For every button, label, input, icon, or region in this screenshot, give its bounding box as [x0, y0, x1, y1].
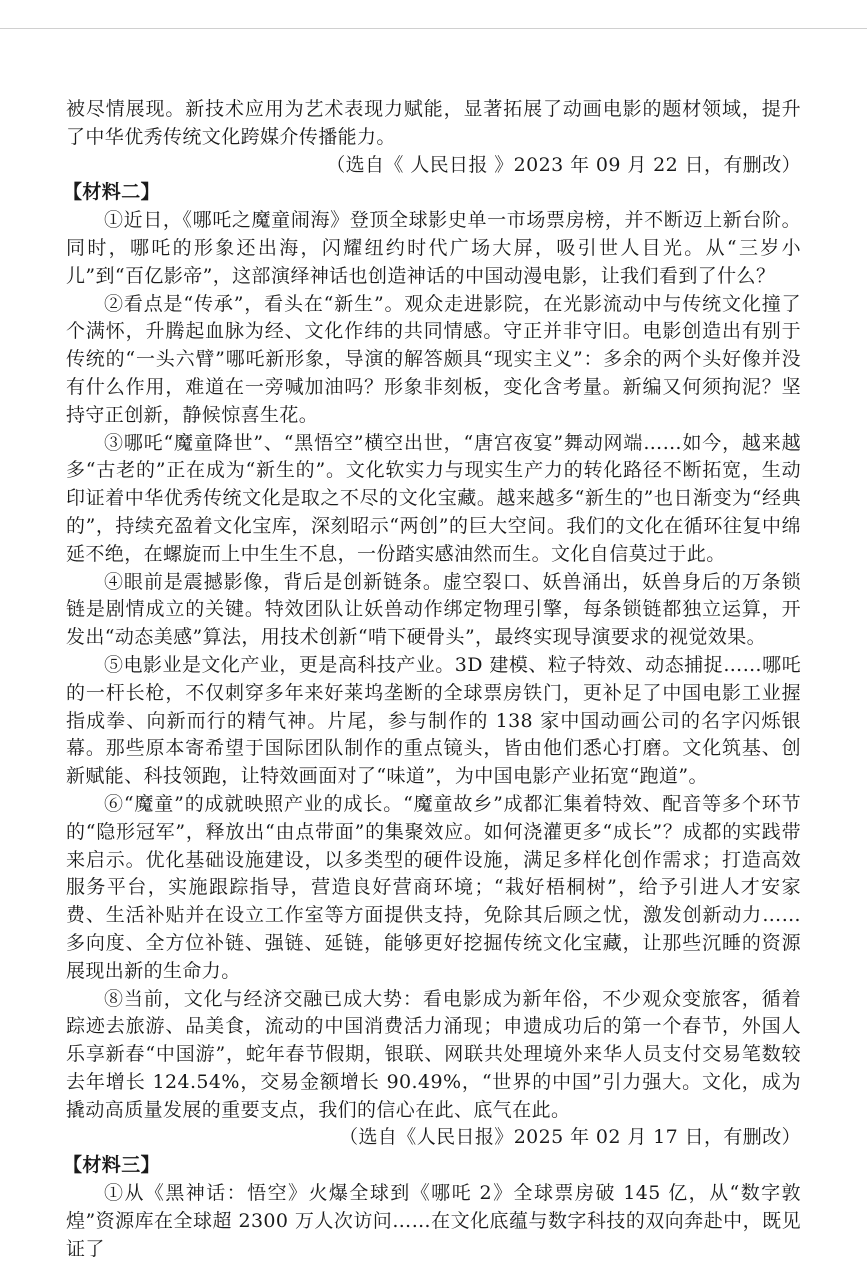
source-citation-1: （选自《 人民日报 》2023 年 09 月 22 日，有删改） — [326, 153, 801, 176]
document-page — [63, 96, 801, 1263]
material-3-heading: 【材料三】 — [63, 1154, 161, 1177]
material-2-heading: 【材料二】 — [63, 181, 161, 204]
source-citation-2: （选自《人民日报》2025 年 02 月 17 日，有删改） — [339, 1126, 801, 1149]
paragraph-2-4: ④眼前是震撼影像，背后是创新链条。虚空裂口、妖兽涌出，妖兽身后的万条锁链是剧情成立的关键。特效团队让妖兽动作绑定物理引擎，每条锁链都独立运算，开发出“动态美感”算法，用技术创新“啃下硬骨头”，最终实现导演要求的视觉效果。 — [66, 570, 801, 649]
paragraph-2-8: ⑧当前，文化与经济交融已成大势：看电影成为新年俗，不少观众变旅客，循着踪迹去旅游、品美食，流动的中国消费活力涌现；申遗成功后的第一个春节，外国人乐享新春“中国游”，蛇年春节假期，银联、网联共处理境外来华人员支付交易笔数较去年增长 124.54%，交易金额增长 90.49%，“世界的中国”引力强大。文化，成为撬动高质量发展的重要支点，我们的信心在此、底气在此。 — [66, 987, 801, 1121]
page-top-edge — [0, 28, 867, 29]
paragraph-2-1: ①近日，《哪吒之魔童闹海》登顶全球影史单一市场票房榜，并不断迈上新台阶。同时，哪吒的形象还出海，闪耀纽约时代广场大屏，吸引世人目光。从“三岁小儿”到“百亿影帝”，这部演绎神话也创造神话的中国动漫电影，让我们看到了什么？ — [66, 209, 801, 287]
continued-paragraph: 被尽情展现。新技术应用为艺术表现力赋能，显著拓展了动画电影的题材领域，提升了中华优秀传统文化跨媒介传播能力。 — [66, 98, 801, 148]
paragraph-2-2: ②看点是“传承”，看头在“新生”。观众走进影院，在光影流动中与传统文化撞了个满怀，升腾起血脉为经、文化作纬的共同情感。守正并非守旧。电影创造出有别于传统的“一头六臂”哪吒新形象，导演的解答颇具“现实主义”：多余的两个头好像并没有什么作用，难道在一旁喊加油吗？形象非刻板，变化含考量。新编又何须拘泥？坚持守正创新，静候惊喜生花。 — [66, 292, 801, 426]
paragraph-2-5: ⑤电影业是文化产业，更是高科技产业。3D 建模、粒子特效、动态捕捉……哪吒的一杆长枪，不仅刺穿多年来好莱坞垄断的全球票房铁门，更补足了中国电影工业握指成拳、向新而行的精气神。片尾，参与制作的 138 家中国动画公司的名字闪烁银幕。那些原本寄希望于国际团队制作的重点镜头，皆由他们悉心打磨。文化筑基、创新赋能、科技领跑，让特效画面对了“味道”，为中国电影产业拓宽“跑道”。 — [66, 653, 801, 788]
paragraph-2-3: ③哪吒“魔童降世”、“黑悟空”横空出世，“唐宫夜宴”舞动网端……如今，越来越多“古老的”正在成为“新生的”。文化软实力与现实生产力的转化路径不断拓宽，生动印证着中华优秀传统文化是取之不尽的文化宝藏。越来越多“新生的”也日渐变为“经典的”，持续充盈着文化宝库，深刻昭示“两创”的巨大空间。我们的文化在循环往复中绵延不绝，在螺旋而上中生生不息，一份踏实感油然而生。文化自信莫过于此。 — [66, 431, 801, 565]
paragraph-3-1: ①从《黑神话：悟空》火爆全球到《哪吒 2》全球票房破 145 亿，从“数字敦煌”资源库在全球超 2300 万人次访问……在文化底蕴与数字科技的双向奔赴中，既见证了 — [66, 1182, 801, 1260]
paragraph-2-6: ⑥“魔童”的成就映照产业的成长。“魔童故乡”成都汇集着特效、配音等多个环节的“隐形冠军”，释放出“由点带面”的集聚效应。如何浇灌更多“成长”？成都的实践带来启示。优化基础设施建设，以多类型的硬件设施，满足多样化创作需求；打造高效服务平台，实施跟踪指导，营造良好营商环境；“栽好梧桐树”，给予引进人才安家费、生活补贴并在设立工作室等方面提供支持，免除其后顾之忧，激发创新动力……多向度、全方位补链、强链、延链，能够更好挖掘传统文化宝藏，让那些沉睡的资源展现出新的生命力。 — [66, 792, 801, 982]
